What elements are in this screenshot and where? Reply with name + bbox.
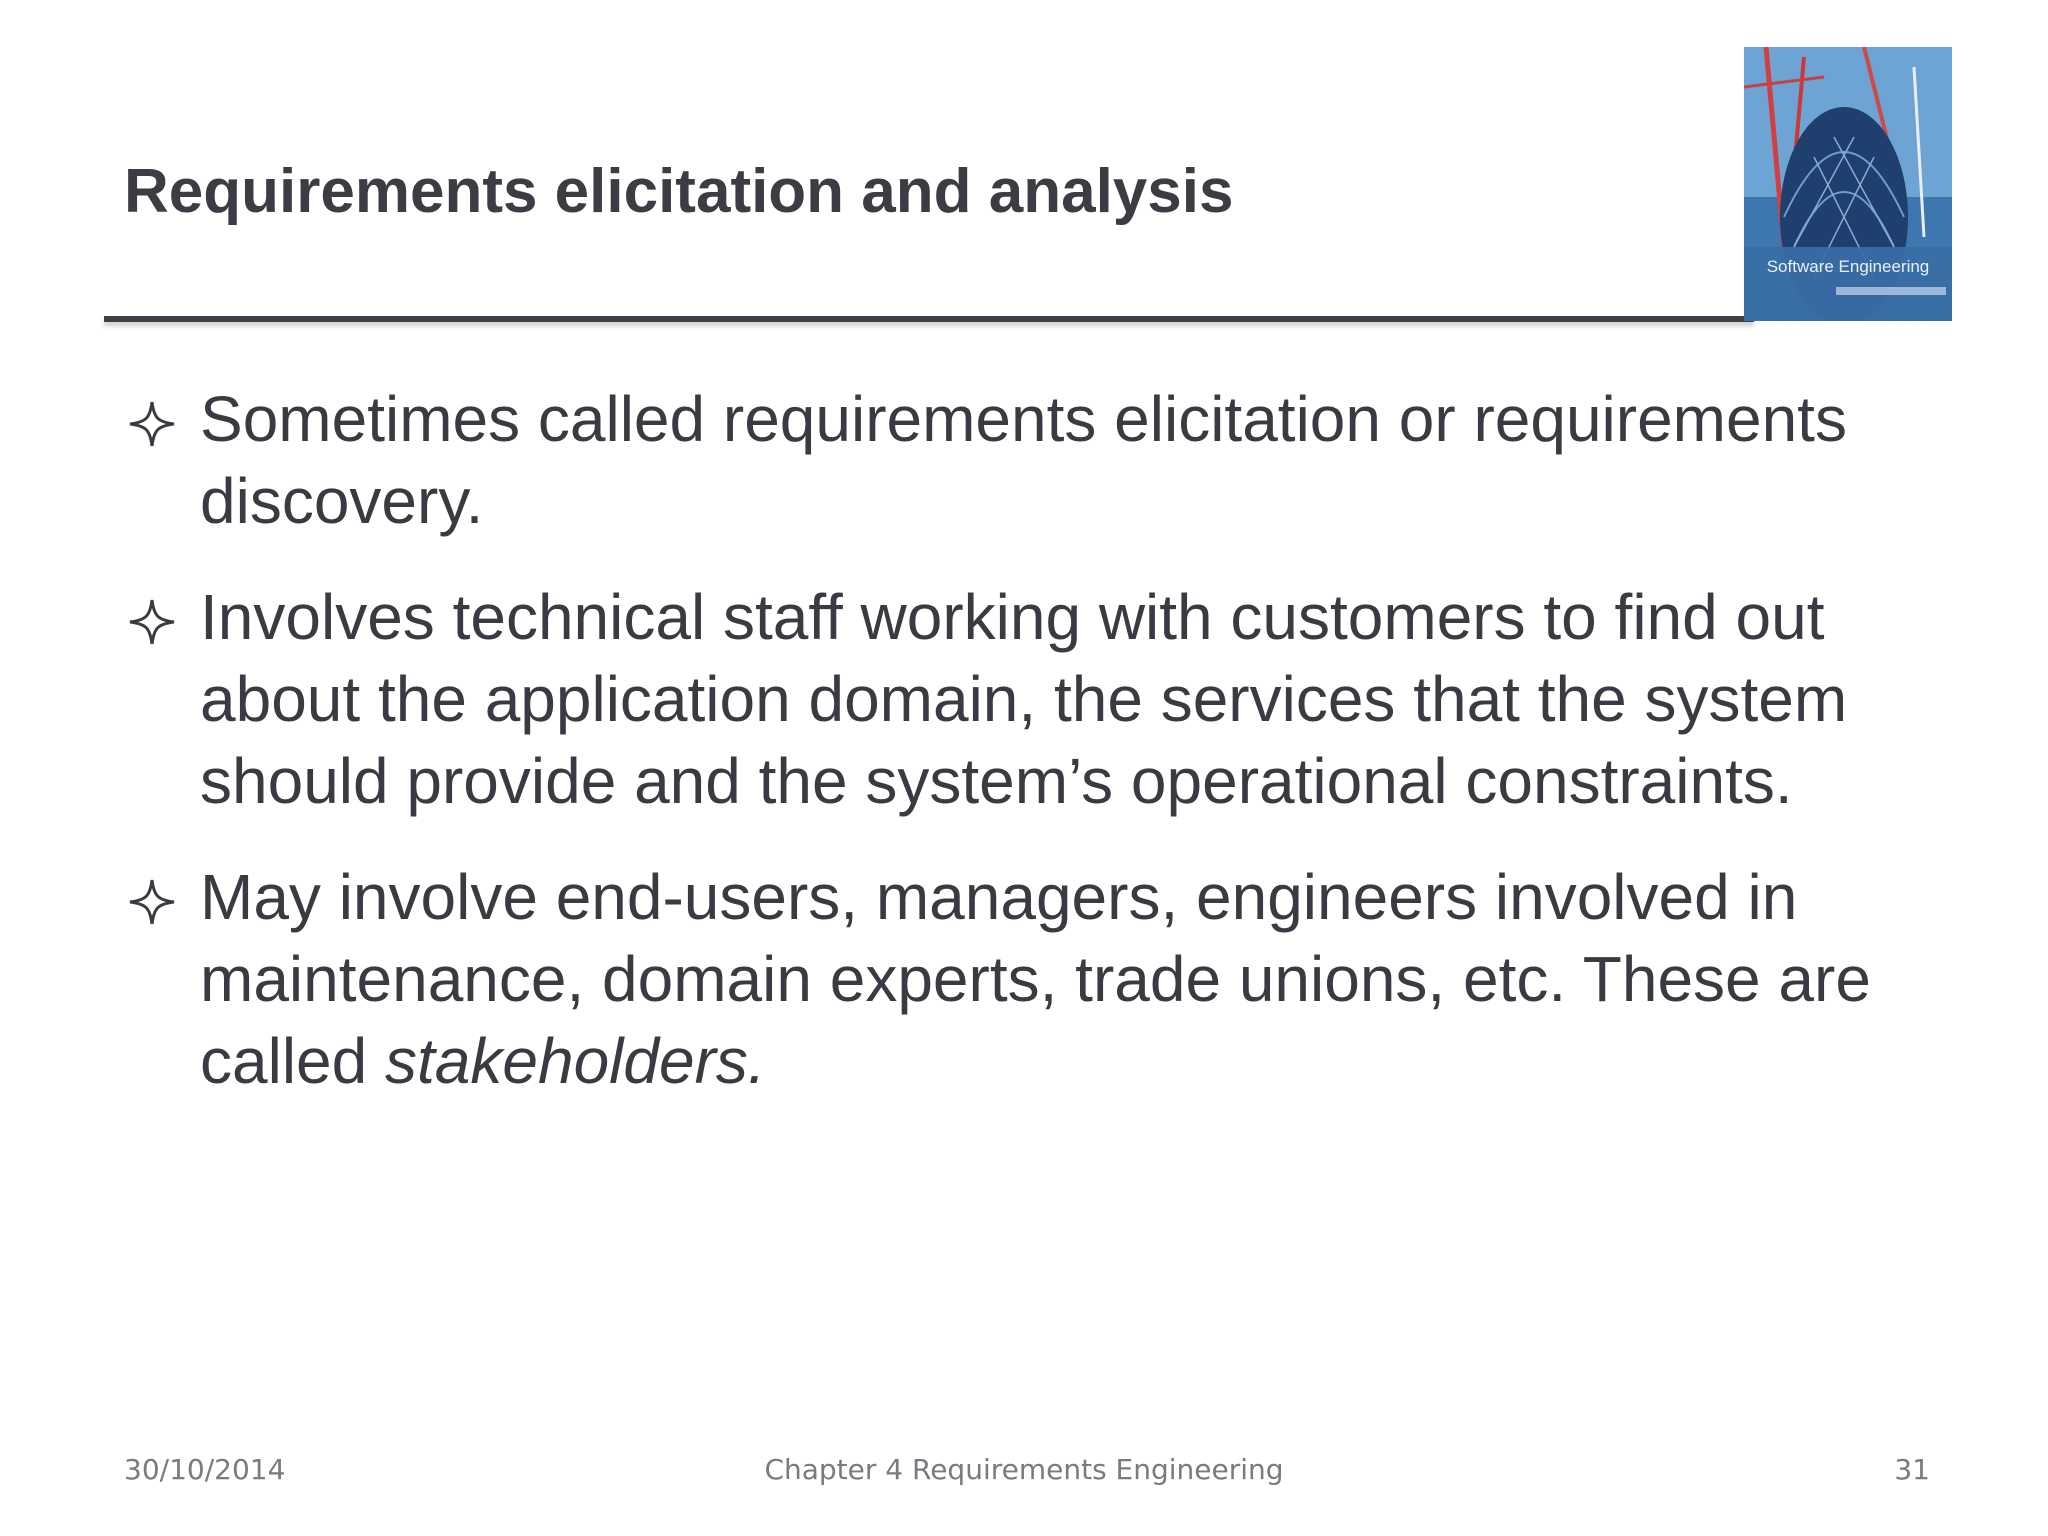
bullet-text-plain: May involve end-users, managers, engineers involved in maintenance, domain experts, trade unions, etc. These are called — [200, 861, 1871, 1097]
book-cover-illustration — [1744, 47, 1952, 321]
four-point-star-icon — [128, 598, 176, 646]
bullet-text: Involves technical staff working with customers to find out about the application domain, the services that the system should provide and the system’s operational constraints. — [200, 581, 1848, 817]
footer-date: 30/10/2014 — [124, 1453, 286, 1486]
title-divider — [104, 316, 1754, 322]
book-cover-caption: Software Engineering — [1766, 257, 1930, 276]
footer-page-number: 31 — [1894, 1453, 1930, 1486]
four-point-star-icon — [128, 400, 176, 448]
bullet-text — [200, 861, 1871, 1097]
four-point-star-icon — [128, 878, 176, 926]
footer-chapter: Chapter 4 Requirements Engineering — [764, 1453, 1284, 1486]
bullet-item — [124, 856, 1934, 1102]
bullet-list — [124, 378, 1934, 1136]
bullet-text-emphasis: stakeholders. — [385, 1025, 766, 1097]
slide-title: Requirements elicitation and analysis — [124, 157, 1234, 226]
book-cover-image — [1744, 47, 1952, 321]
bullet-item — [124, 576, 1934, 822]
bullet-item — [124, 378, 1934, 542]
bullet-text: Sometimes called requirements elicitation or requirements discovery. — [200, 383, 1847, 537]
